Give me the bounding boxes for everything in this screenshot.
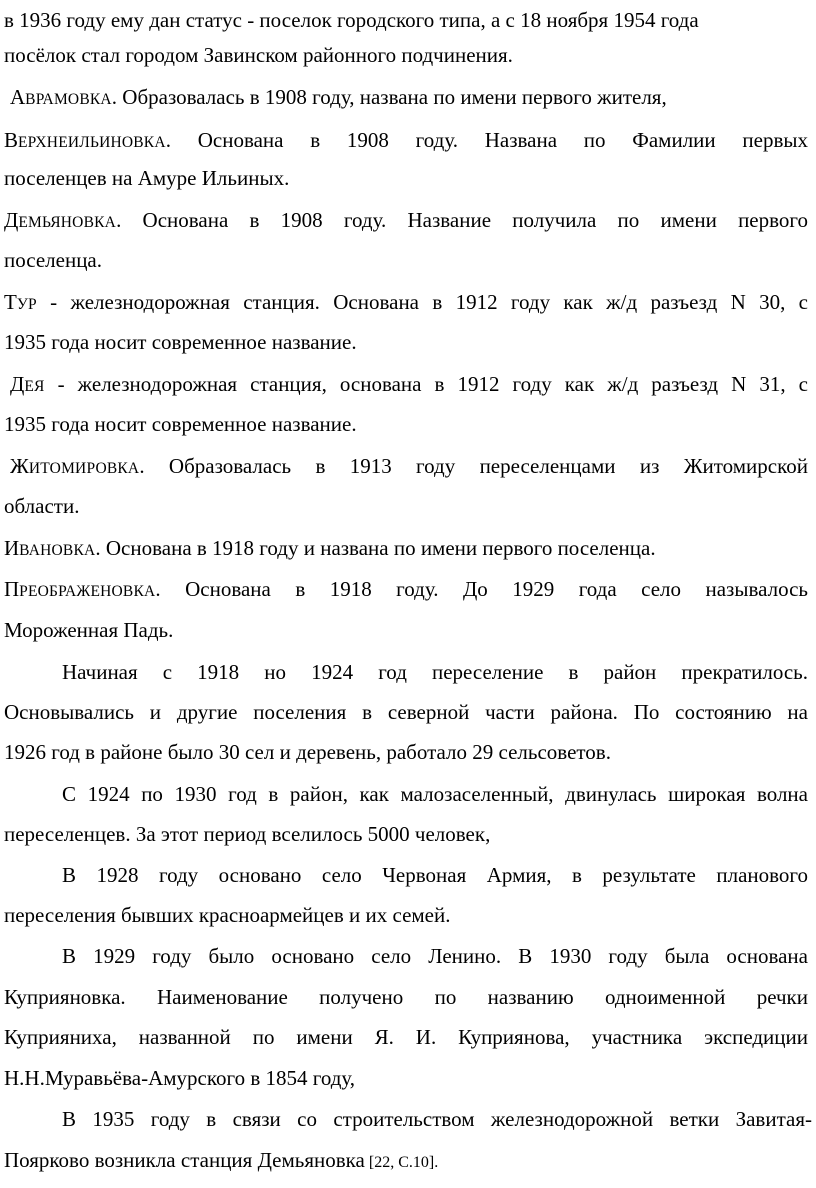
p1918-line-3: 1926 год в районе было 30 сел и деревень, работало 29 сельсоветов.	[4, 740, 611, 764]
zhitomirovka-text: . Образовалась в 1913 году переселенцами из Житомирской	[139, 454, 808, 478]
citation-reference: [22, С.10].	[364, 1154, 439, 1171]
deya-name: ЕЯ	[24, 378, 45, 395]
p1929-line-4: Н.Н.Муравьёва-Амурского в 1854 году,	[4, 1066, 356, 1090]
preobrazhenovka-cap: П	[4, 577, 20, 601]
preobrazhenovka-name: РЕОБРАЖЕНОВКА	[19, 583, 156, 600]
ivanovka-text: . Основана в 1918 году и названа по имени первого поселенца.	[95, 536, 656, 560]
demyanovka-line-2: поселенца.	[4, 248, 103, 272]
avramovka-name: ВРАМОВКА	[25, 91, 112, 108]
p1918-line-2: Основывались и другие поселения в северной части района. По состоянию на	[4, 700, 808, 724]
ivanovka-cap: И	[4, 536, 20, 560]
p1928-line-1: В 1928 году основано село Червоная Армия, в результате планового	[62, 863, 808, 887]
tur-name: УР	[16, 296, 37, 313]
demyanovka-line-1	[4, 200, 808, 240]
p1929-line-3: Куприяниха, названной по имени Я. И. Куприянова, участника экспедиции	[4, 1025, 808, 1049]
intro-line-2: посёлок стал городом Завинском районного подчинения.	[4, 43, 513, 67]
zhitomirovka-name: ИТОМИРОВКА	[28, 460, 140, 477]
ivanovka-name: ВАНОВКА	[19, 542, 96, 559]
p1928-line-2: переселения бывших красноармейцев и их семей.	[4, 903, 451, 927]
zhitomirovka-line-2: области.	[4, 494, 80, 518]
avramovka-paragraph	[10, 77, 816, 117]
verkhneilyinovka-cap: В	[4, 128, 19, 152]
avramovka-text: . Образовалась в 1908 году, названа по имени первого жителя,	[111, 85, 667, 109]
deya-text: - железнодорожная станция, основана в 1912 году как ж/д разъезд N 31, с	[44, 372, 808, 396]
p1924-line-2: переселенцев. За этот период вселилось 5000 человек,	[4, 822, 491, 846]
tur-text: - железнодорожная станция. Основана в 1912 году как ж/д разъезд N 30, с	[36, 290, 808, 314]
preobrazhenovka-line-2: Мороженная Падь.	[4, 618, 174, 642]
p1935-line-1: В 1935 году в связи со строительством железнодорожной ветки Завитая-	[62, 1107, 812, 1131]
verkhneilyinovka-name: ЕРХНЕИЛЬИНОВКА	[18, 134, 166, 151]
tur-line-2: 1935 года носит современное название.	[4, 330, 357, 354]
verkhneilyinovka-text: . Основана в 1908 году. Названа по Фамилии первых	[165, 128, 808, 152]
preobrazhenovka-line-1	[4, 569, 808, 609]
demyanovka-cap: Д	[4, 208, 19, 232]
p1918-line-1: Начиная с 1918 но 1924 год переселение в район прекратилось.	[62, 660, 808, 684]
p1924-line-1: С 1924 по 1930 год в район, как малозаселенный, двинулась широкая волна	[62, 782, 808, 806]
demyanovka-name: ЕМЬЯНОВКА	[18, 214, 117, 231]
demyanovka-text: . Основана в 1908 году. Название получила по имени первого	[116, 208, 808, 232]
p1935-text: Поярково возникла станция Демьяновка	[4, 1148, 365, 1172]
p1929-line-1: В 1929 году было основано село Ленино. В 1930 году была основана	[62, 944, 808, 968]
verkhneilyinovka-line-2: поселенцев на Амуре Ильиных.	[4, 166, 290, 190]
deya-cap: Д	[10, 372, 25, 396]
zhitomirovka-line-1	[10, 446, 808, 486]
tur-line-1	[4, 282, 808, 322]
deya-line-1	[10, 364, 808, 404]
p1935-line-2	[4, 1140, 816, 1180]
p1929-line-2: Куприяновка. Наименование получено по названию одноименной речки	[4, 985, 808, 1009]
zhitomirovka-cap: Ж	[10, 454, 29, 478]
avramovka-cap: А	[10, 85, 26, 109]
intro-line-1: в 1936 году ему дан статус - поселок городского типа, а с 18 ноября 1954 года	[4, 8, 699, 32]
verkhneilyinovka-line-1	[4, 120, 808, 160]
tur-cap: Т	[4, 290, 17, 314]
preobrazhenovka-text: . Основана в 1918 году. До 1929 года село называлось	[155, 577, 808, 601]
deya-line-2: 1935 года носит современное название.	[4, 412, 357, 436]
ivanovka-paragraph	[4, 528, 816, 568]
